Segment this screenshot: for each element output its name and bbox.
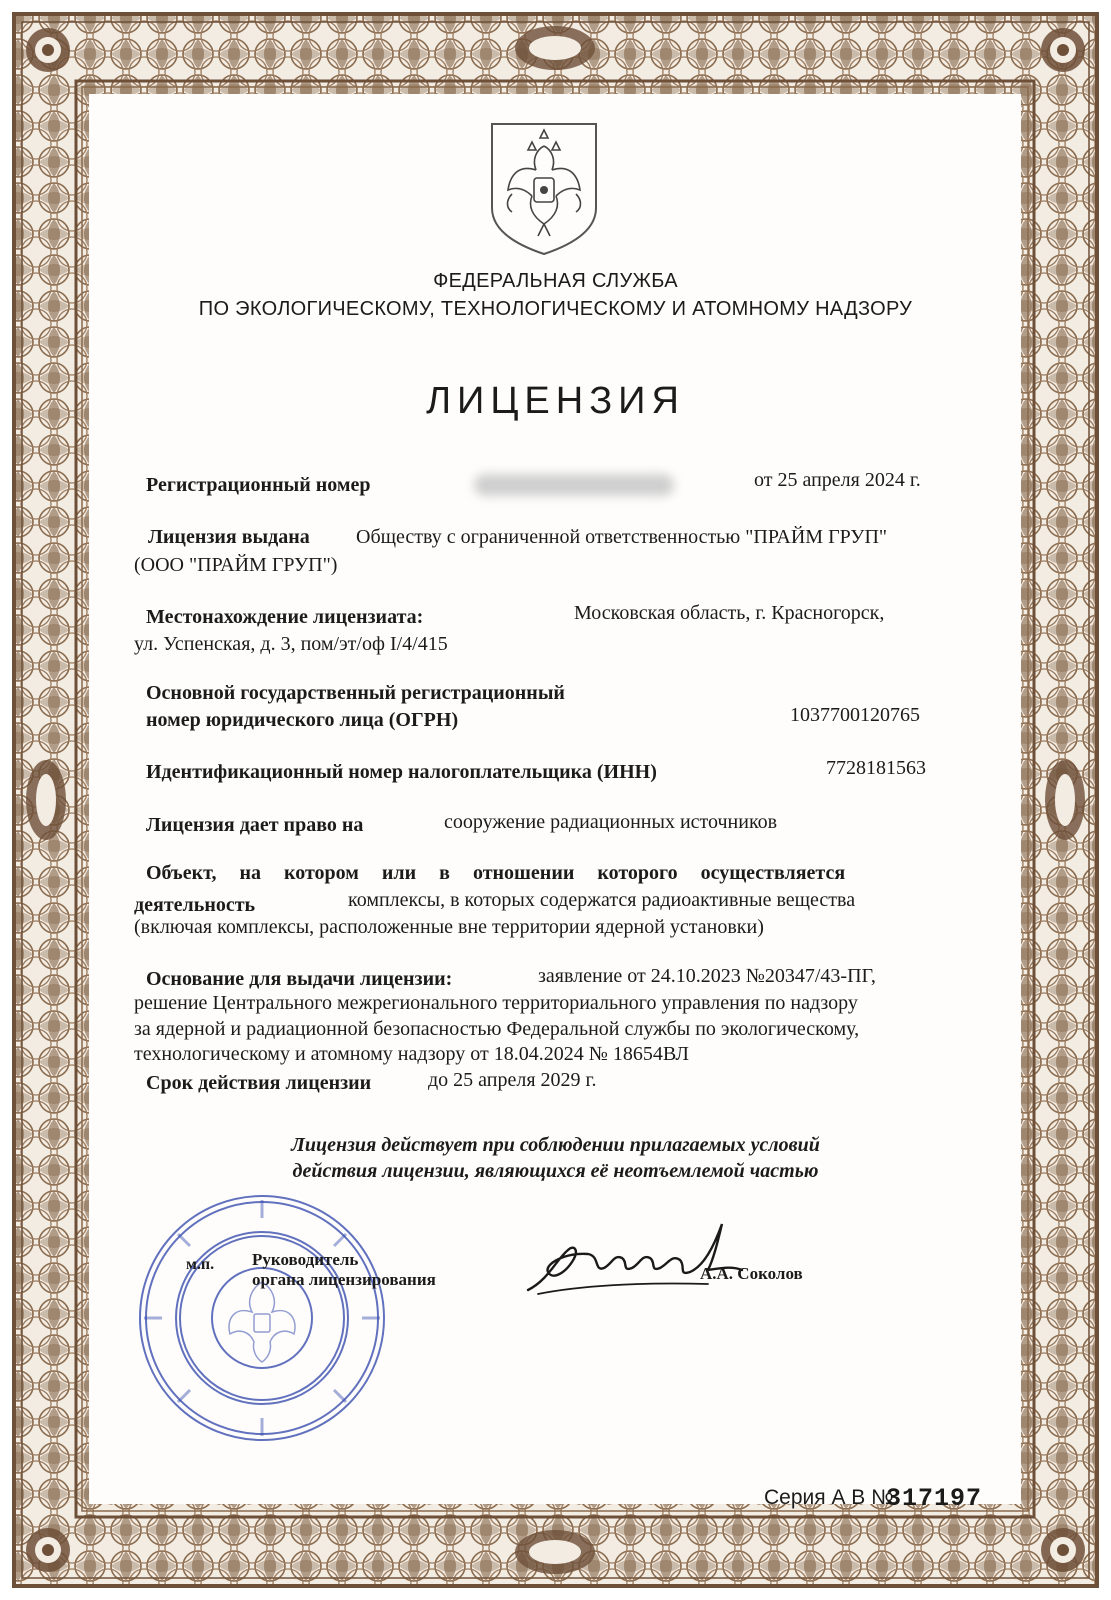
seal-place-label: м.п. [186, 1256, 215, 1273]
ogrn-label-line1: Основной государственный регистрационный [146, 682, 565, 704]
signatory-role-line1: Руководитель [252, 1250, 359, 1269]
object-line1: комплексы, в которых содержатся радиоактивные вещества [348, 889, 856, 911]
basis-line2: решение Центрального межрегионального территориального управления по надзору [134, 992, 858, 1014]
validity-label: Срок действия лицензии [146, 1072, 372, 1094]
validity-value: до 25 апреля 2029 г. [428, 1069, 597, 1091]
issued-to-label: Лицензия выдана [148, 526, 310, 548]
ogrn-label-line2: номер юридического лица (ОГРН) [146, 709, 459, 731]
object-label-line2: деятельность [134, 894, 256, 916]
registration-label: Регистрационный номер [146, 474, 371, 496]
document-title: ЛИЦЕНЗИЯ [426, 380, 685, 422]
right-value: сооружение радиационных источников [444, 811, 778, 833]
object-label-line1: Объект, на котором или в отношении которого осуществляется [146, 862, 846, 884]
signatory-name: А.А. Соколов [700, 1264, 803, 1283]
handwritten-signature [508, 1210, 748, 1310]
object-line2: (включая комплексы, расположенные вне территории ядерной установки) [134, 916, 764, 938]
signatory-role-line2: органа лицензирования [252, 1270, 436, 1289]
location-line2: ул. Успенская, д. 3, пом/эт/оф I/4/415 [134, 633, 448, 655]
notice-line2: действия лицензии, являющихся её неотъемлемой частью [292, 1160, 819, 1182]
serial-number: 317197 [886, 1484, 983, 1513]
agency-name-line1: ФЕДЕРАЛЬНАЯ СЛУЖБА [433, 270, 678, 292]
basis-line1: заявление от 24.10.2023 №20347/43-ПГ, [538, 965, 876, 987]
basis-line4: технологическому и атомному надзору от 18.04.2024 № 18654ВЛ [134, 1043, 689, 1065]
inn-value: 7728181563 [826, 757, 926, 779]
agency-name-line2: ПО ЭКОЛОГИЧЕСКОМУ, ТЕХНОЛОГИЧЕСКОМУ И АТОМНОМУ НАДЗОРУ [198, 298, 913, 320]
basis-line3: за ядерной и радиационной безопасностью Федеральной службы по экологическому, [134, 1018, 860, 1040]
serial-label: Серия А В № [764, 1486, 894, 1509]
right-label: Лицензия дает право на [146, 814, 364, 836]
notice-line1: Лицензия действует при соблюдении прилагаемых условий [291, 1134, 820, 1156]
issued-to-line2: (ООО "ПРАЙМ ГРУП") [134, 554, 338, 576]
ogrn-value: 1037700120765 [790, 704, 920, 726]
official-seal-icon [134, 1190, 390, 1446]
location-line1: Московская область, г. Красногорск, [574, 602, 885, 624]
inn-label: Идентификационный номер налогоплательщика (ИНН) [146, 761, 657, 783]
issued-to-line1: Обществу с ограниченной ответственностью "ПРАЙМ ГРУП" [356, 526, 888, 548]
registration-date: от 25 апреля 2024 г. [754, 469, 921, 491]
basis-label: Основание для выдачи лицензии: [146, 968, 453, 990]
location-label: Местонахождение лицензиата: [146, 606, 424, 628]
registration-number-redacted [474, 474, 674, 496]
coat-of-arms-icon [488, 120, 600, 256]
